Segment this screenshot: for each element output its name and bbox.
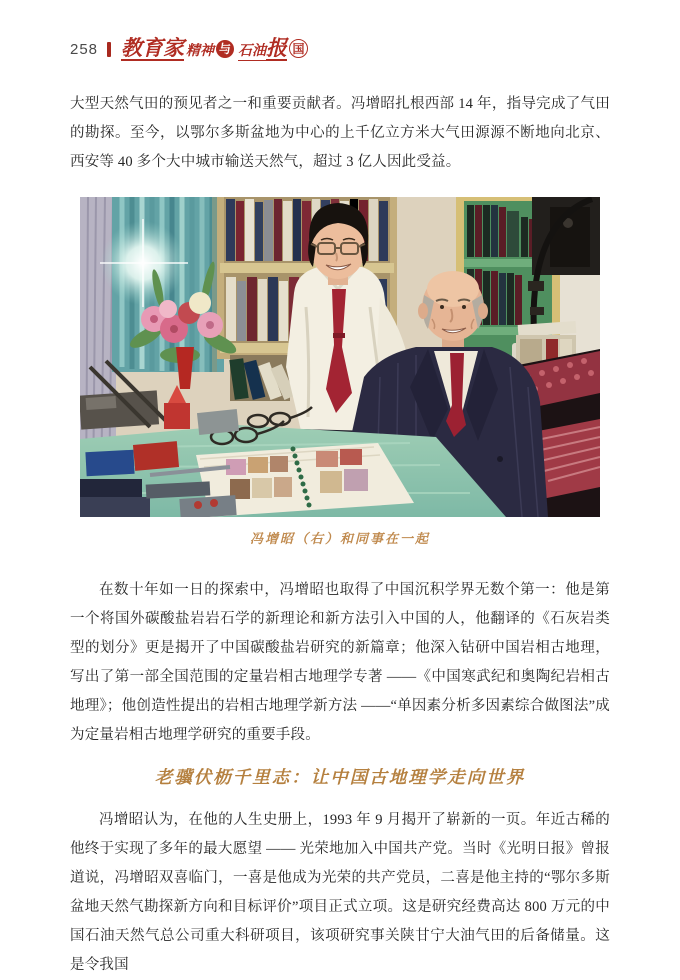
logo-part-bao: 报 [266,35,288,60]
logo-circle-yu: 与 [216,40,234,58]
photo-leaning-books [229,355,295,401]
logo-part-jiaoyujia: 教育家 [121,35,185,60]
photo-caption: 冯增昭（右）和同事在一起 [249,531,430,546]
book-title-logo [121,37,308,61]
section-heading: 老骥伏枥千里志：让中国古地理学走向世界 [154,767,526,787]
paragraph-1993-party: 冯增昭认为，在他的人生史册上，1993 年 9 月揭开了崭新的一页。年近古稀的他终于实现了多年的最大愿望 —— 光荣地加入中国共产党。当时《光明日报》曾报道说，冯增昭双喜临门，一喜是他成为光荣的共产党员，二喜是他主持的“鄂尔多斯盆地天然气勘探新方向和目标评价”项目正式立项。这是研究经费高达 800 万元的中国石油天然气总公司重大科研项目，该项研究事关陕甘宁大油气田的后备储量。这是令我国 [70,812,610,973]
logo-part-shiyou: 石油 [238,40,266,61]
paragraph-gas-field: 大型天然气田的预见者之一和重要贡献者。冯增昭扎根西部 14 年，指导完成了气田的勘探。至今，以鄂尔多斯盆地为中心的上千亿立方米大气田源源不断地向北京、西安等 40 多个大中城市输送天然气，超过 3 亿人因此受益。 [70,96,610,170]
page-header [70,0,610,62]
logo-part-jingshen: 精神 [186,43,215,59]
header-divider-bar [107,42,111,57]
paragraph-achievements: 在数十年如一日的探索中，冯增昭也取得了中国沉积学界无数个第一：他是第一个将国外碳酸盐岩岩石学的新理论和新方法引入中国的人，他翻译的《石灰岩类型的划分》更是揭开了中国碳酸盐岩研究的新篇章；他深入钻研中国岩相古地理，写出了第一部全国范围的定量岩相古地理学专著 ——《中国寒武纪和奥陶纪岩相古地理》；他创造性提出的岩相古地理学新方法 ——“单因素分析多因素综合做图法”成为定量岩相古地理学研究的重要手段。 [70,582,610,743]
page-number: 258 [70,40,99,58]
photo-feng-zengzhao-with-colleague [80,197,600,517]
photo-figure [70,197,610,547]
logo-circle-guo: 国 [289,39,308,58]
